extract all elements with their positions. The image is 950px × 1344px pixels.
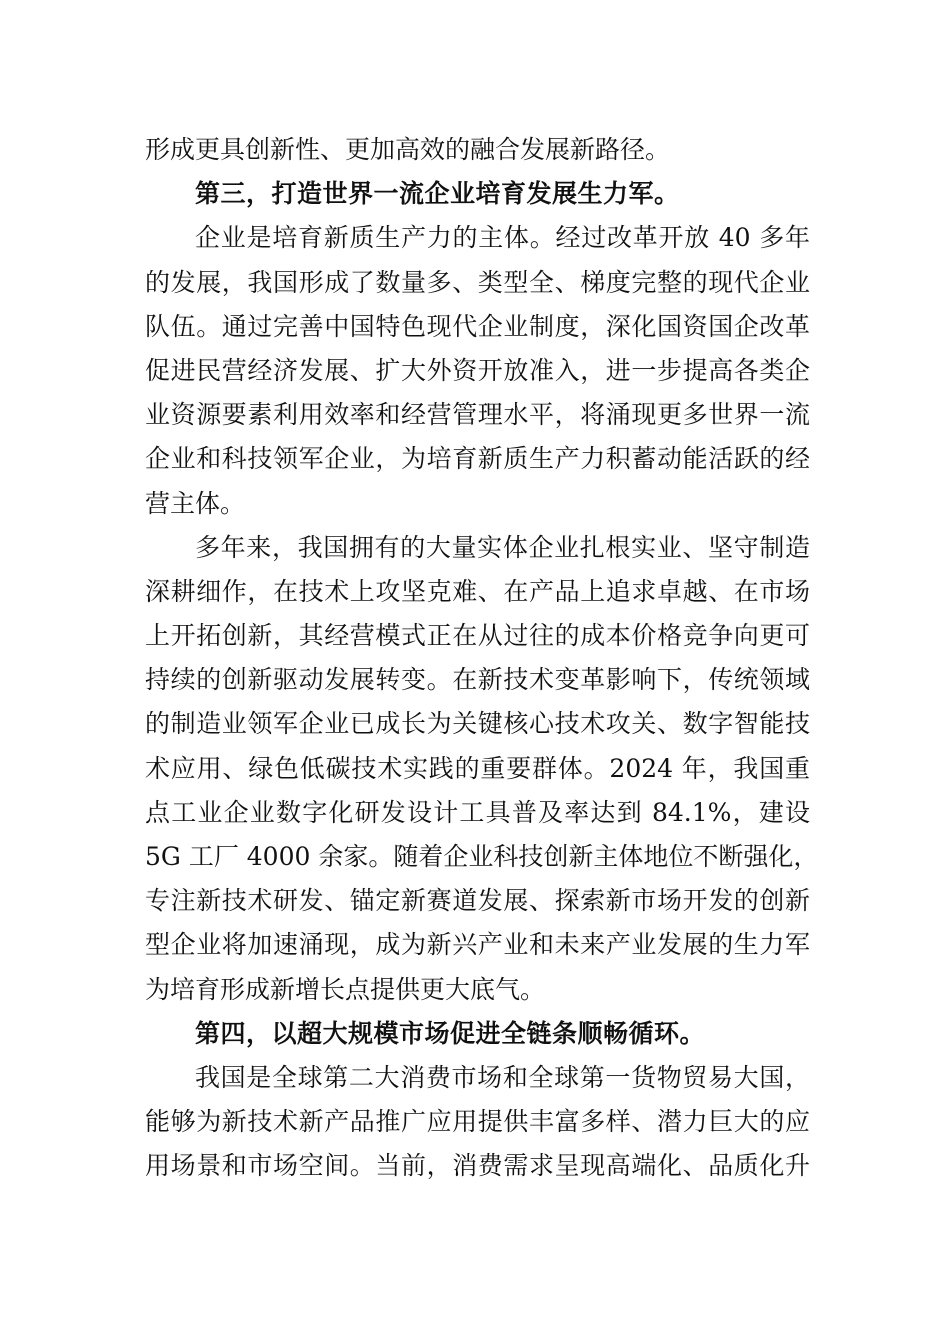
text-line: 队伍。通过完善中国特色现代企业制度，深化国资国企改革 bbox=[145, 311, 810, 341]
text-line: 为培育形成新增长点提供更大底气。 bbox=[145, 974, 546, 1004]
text-line: 企业是培育新质生产力的主体。经过改革开放 40 多年 bbox=[195, 223, 810, 253]
text-line: 能够为新技术新产品推广应用提供丰富多样、潜力巨大的应 bbox=[145, 1107, 810, 1137]
text-line: 企业和科技领军企业，为培育新质生产力积蓄动能活跃的经 bbox=[145, 444, 810, 474]
text-line: 营主体。 bbox=[145, 488, 246, 518]
text-line: 我国是全球第二大消费市场和全球第一货物贸易大国， bbox=[195, 1062, 810, 1092]
text-line: 的发展，我国形成了数量多、类型全、梯度完整的现代企业 bbox=[145, 267, 810, 297]
section-heading-third: 第三，打造世界一流企业培育发展生力军。 bbox=[195, 179, 680, 209]
text-line: 术应用、绿色低碳技术实践的重要群体。2024 年，我国重 bbox=[145, 753, 810, 783]
paragraph-consumer-market bbox=[145, 1056, 810, 1189]
text-line: 用场景和市场空间。当前，消费需求呈现高端化、品质化升 bbox=[145, 1151, 810, 1181]
text-line: 形成更具创新性、更加高效的融合发展新路径。 bbox=[145, 135, 671, 164]
section-heading-fourth: 第四，以超大规模市场促进全链条顺畅循环。 bbox=[195, 1018, 706, 1048]
text-line: 5G 工厂 4000 余家。随着企业科技创新主体地位不断强化， bbox=[145, 842, 819, 871]
paragraph-continuation bbox=[145, 128, 810, 172]
text-line: 的制造业领军企业已成长为关键核心技术攻关、数字智能技 bbox=[145, 709, 810, 739]
text-line: 持续的创新驱动发展转变。在新技术变革影响下，传统领域 bbox=[145, 665, 810, 695]
text-line: 深耕细作，在技术上攻坚克难、在产品上追求卓越、在市场 bbox=[145, 576, 810, 606]
text-line: 上开拓创新，其经营模式正在从过往的成本价格竞争向更可 bbox=[145, 621, 810, 651]
text-line: 业资源要素利用效率和经营管理水平，将涌现更多世界一流 bbox=[145, 400, 810, 430]
text-line: 专注新技术研发、锚定新赛道发展、探索新市场开发的创新 bbox=[145, 886, 810, 916]
text-line: 点工业企业数字化研发设计工具普及率达到 84.1%，建设 bbox=[145, 797, 810, 827]
paragraph-manufacturing-enterprises bbox=[145, 526, 819, 1012]
text-line: 促进民营经济发展、扩大外资开放准入，进一步提高各类企 bbox=[145, 355, 810, 385]
text-line: 型企业将加速涌现，成为新兴产业和未来产业发展的生力军 bbox=[145, 930, 810, 960]
document-page bbox=[145, 128, 819, 1189]
paragraph-enterprise-subject bbox=[145, 216, 810, 525]
text-line: 多年来，我国拥有的大量实体企业扎根实业、坚守制造 bbox=[195, 532, 810, 562]
